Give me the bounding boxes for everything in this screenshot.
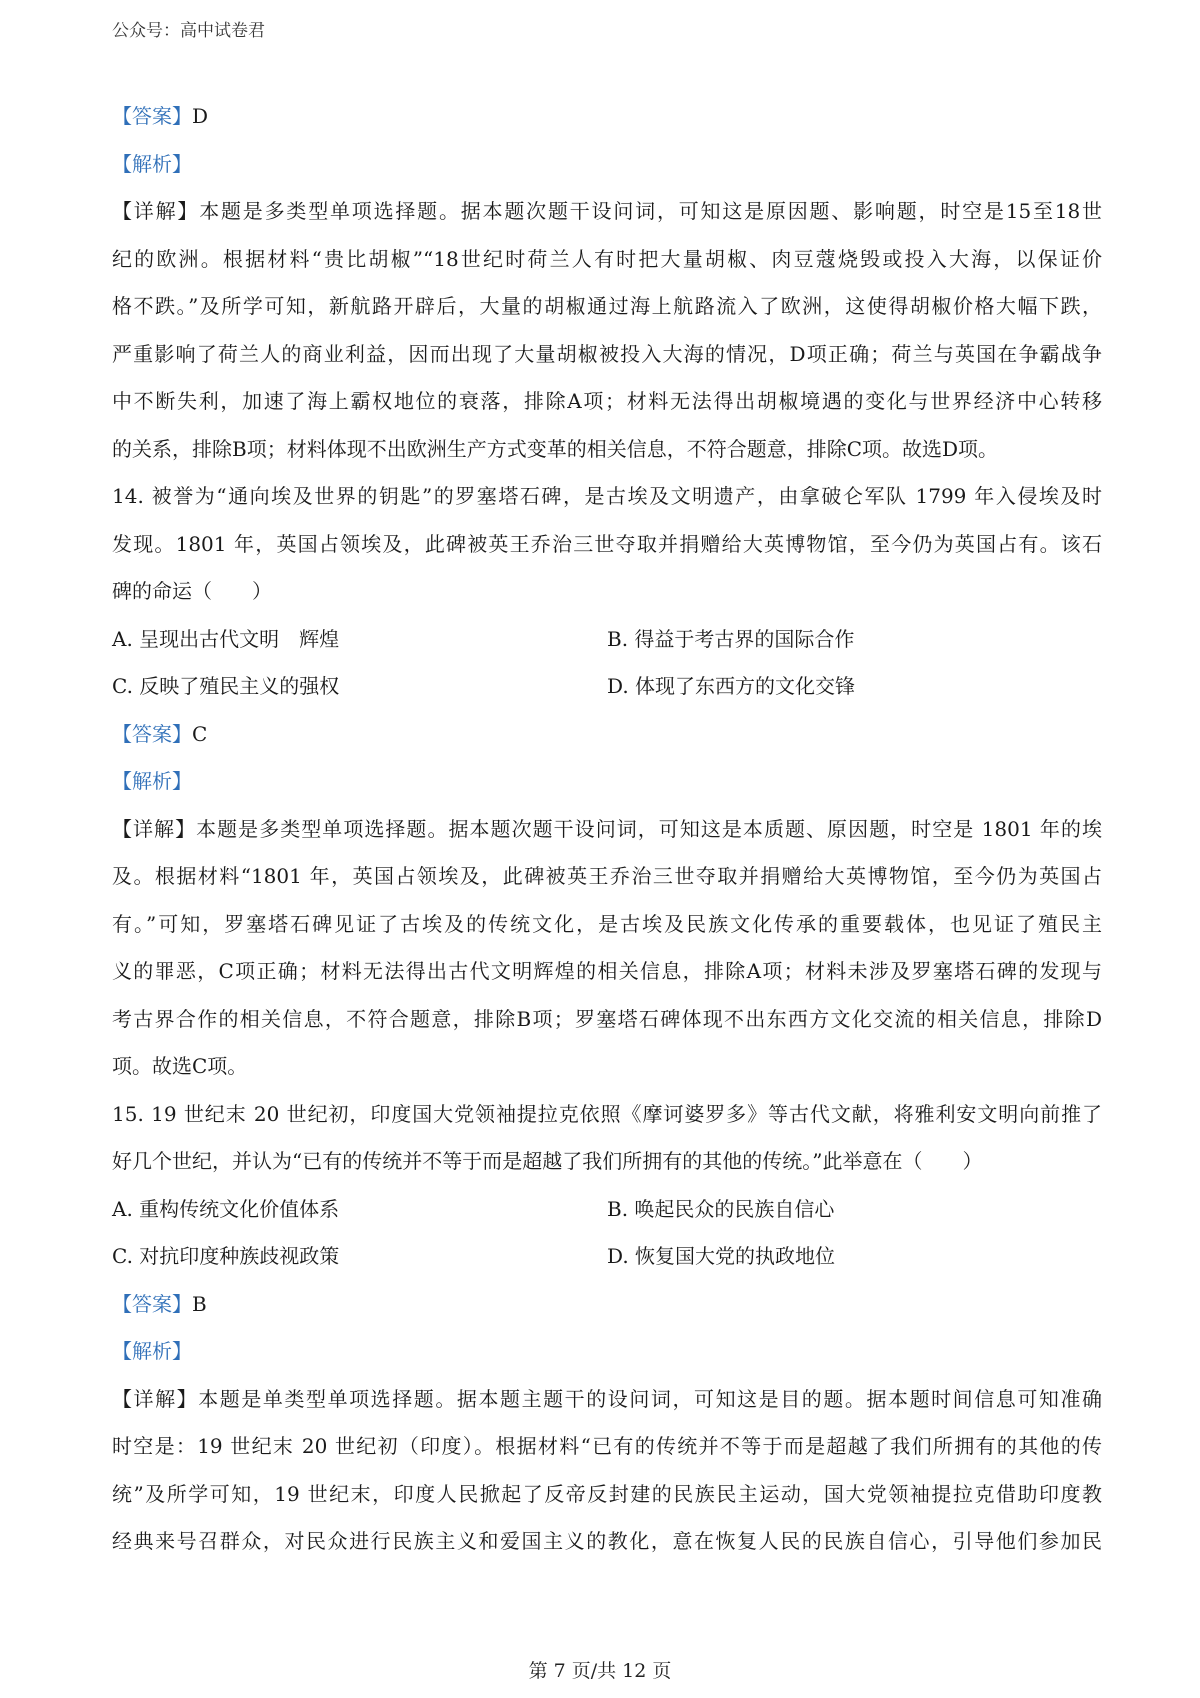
- detail-line: 有。”可知，罗塞塔石碑见证了古埃及的传统文化，是古埃及民族文化传承的重要载体，也见证了殖民主: [112, 911, 1102, 936]
- detail-line: 考古界合作的相关信息，不符合题意，排除B项；罗塞塔石碑体现不出东西方文化交流的相关信息，排除D: [112, 1006, 1102, 1031]
- option-a: A. 重构传统文化价值体系: [112, 1196, 340, 1221]
- detail-line: 项。故选C项。: [112, 1054, 248, 1078]
- document-body: [112, 93, 1102, 1566]
- question-stem: 14. 被誉为“通向埃及世界的钥匙”的罗塞塔石碑，是古埃及文明遗产，由拿破仑军队 1799 年入侵埃及时: [112, 484, 1102, 508]
- option-b: B. 得益于考古界的国际合作: [607, 626, 855, 651]
- question-stem: 好几个世纪，并认为“已有的传统并不等于而是超越了我们所拥有的其他的传统。”此举意在（ ）: [112, 1149, 983, 1173]
- analysis-tag: 【解析】: [112, 769, 192, 793]
- detail-line: 中不断失利，加速了海上霸权地位的衰落，排除A项；材料无法得出胡椒境遇的变化与世界经济中心转移: [112, 389, 1102, 413]
- option-row: [112, 1186, 1102, 1234]
- detail-line: 时空是：19 世纪末 20 世纪初（印度）。根据材料“已有的传统并不等于而是超越了我们所拥有的其他的传: [112, 1434, 1102, 1458]
- detail-line: 纪的欧洲。根据材料“贵比胡椒”“18世纪时荷兰人有时把大量胡椒、肉豆蔻烧毁或投入大海，以保证价: [112, 246, 1102, 271]
- option-a: A. 呈现出古代文明 辉煌: [112, 626, 340, 651]
- detail-tag: 【详解】: [112, 816, 197, 841]
- option-row: [112, 1233, 1102, 1281]
- detail-line: 【详解】本题是多类型单项选择题。据本题次题干设问词，可知这是原因题、影响题，时空是15至18世: [112, 199, 1103, 223]
- option-row: [112, 663, 1102, 711]
- detail-line: 经典来号召群众，对民众进行民族主义和爱国主义的教化，意在恢复人民的民族自信心，引导他们参加民: [112, 1529, 1102, 1553]
- answer-tag: 【答案】: [112, 1291, 192, 1316]
- answer-tag: 【答案】: [112, 721, 192, 746]
- detail-line: 及。根据材料“1801 年，英国占领埃及，此碑被英王乔治三世夺取并捐赠给大英博物馆，至今仍为英国占: [112, 864, 1102, 888]
- option-row: [112, 616, 1102, 664]
- question-stem: 碑的命运（ ）: [112, 579, 272, 603]
- detail-line: 严重影响了荷兰人的商业利益，因而出现了大量胡椒被投入大海的情况，D项正确；荷兰与英国在争霸战争: [112, 341, 1102, 366]
- option-d: D. 恢复国大党的执政地位: [607, 1244, 836, 1268]
- detail-line: 【详解】本题是单类型单项选择题。据本题主题干的设问词，可知这是目的题。据本题时间信息可知准确: [112, 1386, 1103, 1411]
- q15-answer: [112, 1281, 1102, 1329]
- option-b: B. 唤起民众的民族自信心: [607, 1196, 835, 1221]
- detail-tag: 【详解】: [112, 1386, 199, 1411]
- answer-value: B: [192, 1291, 207, 1316]
- header-account: 公众号：高中试卷君: [112, 21, 265, 41]
- detail-tag: 【详解】: [112, 199, 200, 223]
- option-c: C. 对抗印度种族歧视政策: [112, 1244, 340, 1268]
- question-stem: 发现。1801 年，英国占领埃及，此碑被英王乔治三世夺取并捐赠给大英博物馆，至今仍为英国占有。该石: [112, 531, 1102, 556]
- analysis-tag: 【解析】: [112, 151, 192, 176]
- option-c: C. 反映了殖民主义的强权: [112, 674, 340, 698]
- q14-answer: [112, 711, 1102, 759]
- analysis-tag: 【解析】: [112, 1339, 192, 1363]
- page-number: 第 7 页/共 12 页: [528, 1660, 672, 1682]
- option-d: D. 体现了东西方的文化交锋: [607, 674, 856, 698]
- detail-line: 义的罪恶，C项正确；材料无法得出古代文明辉煌的相关信息，排除A项；材料未涉及罗塞塔石碑的发现与: [112, 959, 1102, 983]
- detail-line: 的关系，排除B项；材料体现不出欧洲生产方式变革的相关信息，不符合题意，排除C项。故选D项。: [112, 436, 999, 461]
- q13-answer: [112, 93, 1102, 141]
- answer-value: C: [192, 721, 208, 746]
- detail-line: 统”及所学可知，19 世纪末，印度人民掀起了反帝反封建的民族民主运动，国大党领袖提拉克借助印度教: [112, 1481, 1102, 1506]
- detail-line: 格不跌。”及所学可知，新航路开辟后，大量的胡椒通过海上航路流入了欧洲，这使得胡椒价格大幅下跌，: [112, 294, 1102, 318]
- answer-value: D: [192, 104, 209, 128]
- question-stem: 15. 19 世纪末 20 世纪初，印度国大党领袖提拉克依照《摩诃婆罗多》等古代文献，将雅利安文明向前推了: [112, 1101, 1102, 1126]
- answer-tag: 【答案】: [112, 104, 192, 128]
- detail-line: 【详解】本题是多类型单项选择题。据本题次题干设问词，可知这是本质题、原因题，时空是 1801 年的埃: [112, 816, 1102, 841]
